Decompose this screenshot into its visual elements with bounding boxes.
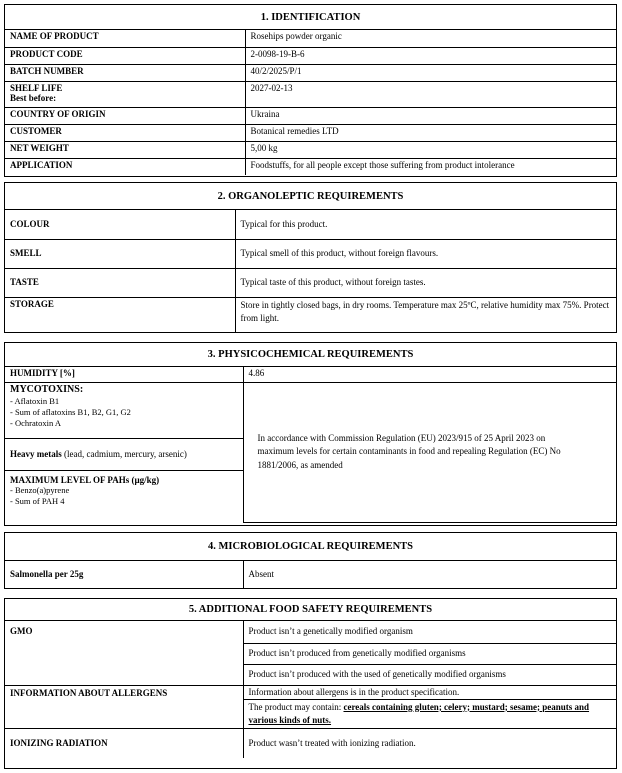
row-value: Ukraina bbox=[245, 107, 616, 124]
row-value: Rosehips powder organic bbox=[245, 30, 616, 47]
heavy-metals-list: (lead, cadmium, mercury, arsenic) bbox=[61, 448, 187, 459]
pah-item: - Sum of PAH 4 bbox=[10, 496, 65, 507]
allergens-label: INFORMATION ABOUT ALLERGENS bbox=[5, 685, 243, 728]
section-organoleptic bbox=[4, 182, 617, 333]
table-row bbox=[5, 64, 616, 81]
mycotoxins-label: MYCOTOXINS: bbox=[10, 383, 84, 395]
allergen-may-prefix: The product may contain: bbox=[248, 701, 344, 712]
row-value: Botanical remedies LTD bbox=[245, 124, 616, 141]
salmonella-value: Absent bbox=[243, 561, 616, 588]
table-row bbox=[5, 621, 616, 643]
table-row bbox=[5, 30, 616, 47]
row-value: 2027-02-13 bbox=[245, 81, 616, 107]
row-value: 2-0098-19-B-6 bbox=[245, 47, 616, 64]
allergen-may-contain bbox=[243, 699, 616, 728]
food-safety-table bbox=[5, 621, 616, 758]
table-row bbox=[5, 124, 616, 141]
gmo-value: Product isn’t produced from genetically modified organisms bbox=[243, 643, 616, 664]
row-value: Typical taste of this product, without foreign tastes. bbox=[235, 268, 616, 297]
mycotoxin-item: - Ochratoxin A bbox=[10, 417, 61, 428]
section-physicochemical bbox=[4, 342, 617, 526]
ionizing-label: IONIZING RADIATION bbox=[5, 728, 243, 758]
section-microbiological bbox=[4, 532, 617, 589]
table-row bbox=[5, 239, 616, 268]
heavy-metals-label: Heavy metals bbox=[10, 448, 62, 459]
table-row bbox=[5, 141, 616, 158]
row-label: SMELL bbox=[5, 239, 235, 268]
row-label: APPLICATION bbox=[5, 158, 245, 175]
salmonella-label: Salmonella per 25g bbox=[5, 561, 243, 588]
allergen-list: cereals containing gluten; celery; mustard; sesame; peanuts and various kinds of nuts. bbox=[248, 701, 590, 725]
row-label: TASTE bbox=[5, 268, 235, 297]
identification-table bbox=[5, 30, 616, 175]
section-food-safety bbox=[4, 598, 617, 769]
row-value: 5,00 kg bbox=[245, 141, 616, 158]
table-row bbox=[5, 268, 616, 297]
section-title: 5. ADDITIONAL FOOD SAFETY REQUIREMENTS bbox=[5, 599, 616, 621]
table-row bbox=[5, 367, 616, 382]
section-title: 2. ORGANOLEPTIC REQUIREMENTS bbox=[5, 183, 616, 210]
regulation-text: In accordance with Commission Regulation (EU) 2023/915 of 25 April 2023 on maximum levels for certain contaminants in food and repealing Regulation (EC) No 1881/2006, as amended bbox=[257, 433, 561, 470]
row-label: STORAGE bbox=[5, 297, 235, 332]
table-row bbox=[5, 81, 616, 107]
humidity-label: HUMIDITY [%] bbox=[5, 367, 243, 382]
row-label: COUNTRY OF ORIGIN bbox=[5, 107, 245, 124]
pah-item: - Benzo(a)pyrene bbox=[10, 485, 70, 496]
table-row bbox=[5, 728, 616, 758]
table-row bbox=[5, 210, 616, 239]
row-label: CUSTOMER bbox=[5, 124, 245, 141]
table-row bbox=[5, 297, 616, 332]
section-title: 3. PHYSICOCHEMICAL REQUIREMENTS bbox=[5, 343, 616, 367]
mycotoxin-item: - Sum of aflatoxins B1, B2, G1, G2 bbox=[10, 406, 131, 417]
allergen-info: Information about allergens is in the product specification. bbox=[243, 685, 616, 699]
row-value: Typical smell of this product, without foreign flavours. bbox=[235, 239, 616, 268]
row-label: NAME OF PRODUCT bbox=[5, 30, 245, 47]
section-identification bbox=[4, 4, 617, 177]
organoleptic-table bbox=[5, 210, 616, 332]
table-row bbox=[5, 561, 616, 588]
gmo-value: Product isn’t produced with the used of genetically modified organisms bbox=[243, 664, 616, 685]
mycotoxins-cell bbox=[5, 382, 243, 438]
row-label: PRODUCT CODE bbox=[5, 47, 245, 64]
regulation-cell bbox=[243, 382, 616, 522]
row-value: Foodstuffs, for all people except those suffering from product intolerance bbox=[245, 158, 616, 175]
table-row bbox=[5, 382, 616, 438]
ionizing-value: Product wasn’t treated with ionizing radiation. bbox=[243, 728, 616, 758]
gmo-label: GMO bbox=[5, 621, 243, 685]
physicochemical-table bbox=[5, 367, 616, 523]
gmo-value: Product isn’t a genetically modified organism bbox=[243, 621, 616, 643]
row-label: BATCH NUMBER bbox=[5, 64, 245, 81]
mycotoxin-item: - Aflatoxin B1 bbox=[10, 395, 60, 406]
row-value: 40/2/2025/P/1 bbox=[245, 64, 616, 81]
section-title: 1. IDENTIFICATION bbox=[5, 5, 616, 30]
row-label bbox=[5, 81, 245, 107]
pah-cell bbox=[5, 470, 243, 522]
row-label: COLOUR bbox=[5, 210, 235, 239]
best-before-label: Best before: bbox=[10, 93, 57, 104]
table-row bbox=[5, 158, 616, 175]
heavy-metals-cell bbox=[5, 438, 243, 470]
shelf-life-label: SHELF LIFE bbox=[10, 82, 63, 93]
section-title: 4. MICROBIOLOGICAL REQUIREMENTS bbox=[5, 533, 616, 561]
row-label: NET WEIGHT bbox=[5, 141, 245, 158]
table-row bbox=[5, 47, 616, 64]
row-value: Store in tightly closed bags, in dry rooms. Temperature max 25ºC, relative humidity max 75%. Protect from light. bbox=[235, 297, 616, 332]
table-row bbox=[5, 107, 616, 124]
table-row bbox=[5, 685, 616, 699]
humidity-value: 4.86 bbox=[243, 367, 616, 382]
pah-label: MAXIMUM LEVEL OF PAHs (µg/kg) bbox=[10, 474, 160, 485]
row-value: Typical for this product. bbox=[235, 210, 616, 239]
microbiological-table bbox=[5, 561, 616, 588]
